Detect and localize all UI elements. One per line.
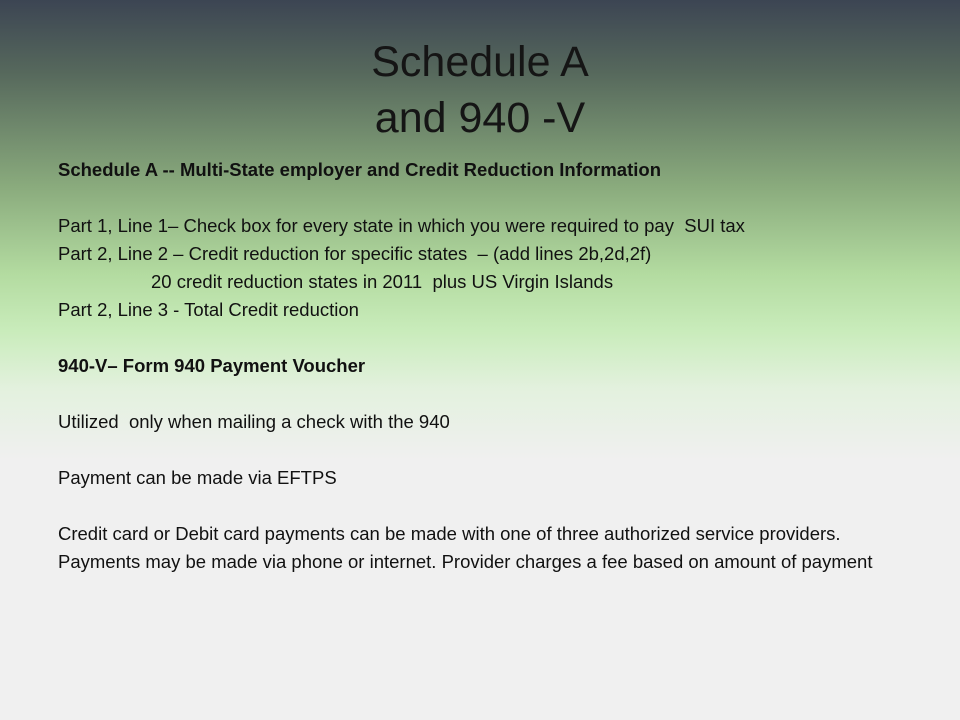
credit-card-paragraph: Credit card or Debit card payments can be made with one of three authorized service providers. Payments may be made via phone or internet. Provider charges a fee based on amount of payment [58, 523, 873, 572]
eftps-text: Payment can be made via EFTPS [58, 467, 337, 488]
schedule-a-heading: Schedule A -- Multi-State employer and Credit Reduction Information [58, 159, 662, 180]
spacer [58, 184, 918, 212]
title-line-2: and 940 -V [374, 94, 586, 142]
spacer [58, 492, 918, 520]
slide-title [0, 34, 960, 146]
spacer [58, 436, 918, 464]
spacer [58, 380, 918, 408]
slide-body [58, 156, 918, 576]
utilized-text: Utilized only when mailing a check with the 940 [58, 411, 450, 432]
part2-line2-text: Part 2, Line 2 – Credit reduction for specific states – (add lines 2b,2d,2f) [58, 243, 652, 264]
part2-line2-subtext: 20 credit reduction states in 2011 plus US Virgin Islands [151, 271, 614, 292]
part1-line1-text: Part 1, Line 1– Check box for every state in which you were required to pay SUI tax [58, 215, 745, 236]
form-940v-heading: 940-V– Form 940 Payment Voucher [58, 355, 366, 376]
spacer [58, 324, 918, 352]
part2-line3-text: Part 2, Line 3 - Total Credit reduction [58, 299, 359, 320]
title-line-1: Schedule A [371, 38, 589, 86]
